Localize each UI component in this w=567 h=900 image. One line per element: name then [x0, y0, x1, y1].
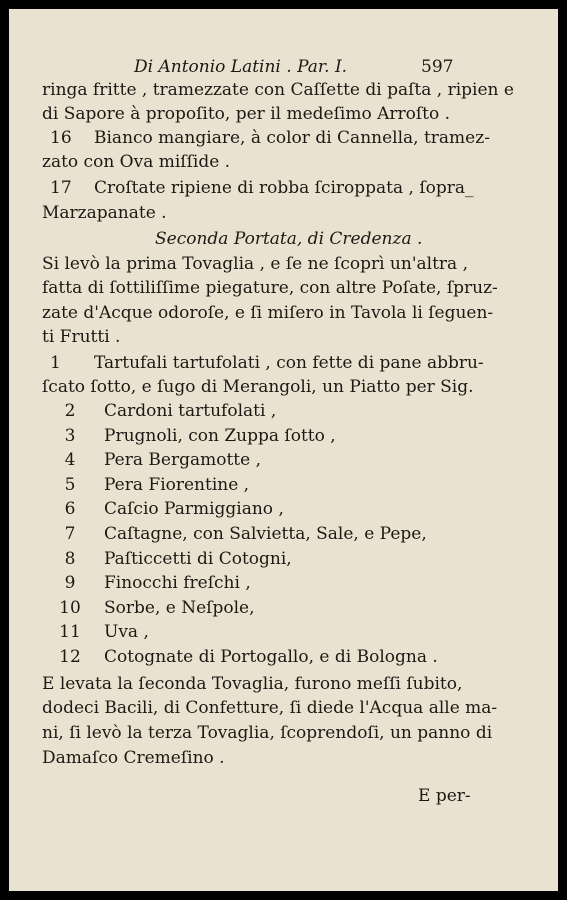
text-line: Damaſco Cremeſino . [42, 748, 225, 768]
item-number: 12 [59, 646, 81, 667]
item-number: 2 [64, 401, 76, 421]
text-line: zate d'Acque odoroſe, e ſi miſero in Tavola li ſeguen- [42, 303, 494, 323]
item-number: 1 [50, 353, 61, 373]
text-line: fatta di ſottiliſſime piegature, con altre Poſate, ſpruz- [42, 278, 498, 298]
item-text: Bianco mangiare, à color di Cannella, tramez- [94, 128, 490, 148]
text-line: ni, ſi levò la terza Tovaglia, ſcoprendoſi, un panno di [42, 723, 493, 743]
text-line: dodeci Bacili, di Confetture, ſi diede l'Acqua alle ma- [42, 698, 498, 718]
item-text: Sorbe, e Neſpole, [104, 597, 255, 618]
item-number: 7 [64, 523, 76, 544]
item-text: Prugnoli, con Zuppa ſotto , [104, 425, 336, 446]
text-line: E levata la ſeconda Tovaglia, furono meſſi ſubito, [42, 674, 463, 694]
item-17 [42, 176, 474, 200]
item-text: Finocchi freſchi , [104, 573, 251, 594]
item-text: Pera Bergamotte , [104, 450, 261, 471]
running-header [134, 55, 454, 79]
book-page [9, 9, 558, 891]
item-number: 5 [64, 474, 76, 495]
item-text: Cardoni tartufolati , [104, 401, 277, 421]
page-number: 597 [421, 57, 454, 77]
text-line: Si levò la prima Tovaglia , e ſe ne ſcoprì un'altra , [42, 254, 468, 274]
item-number: 4 [64, 450, 76, 471]
item-number: 8 [64, 548, 76, 569]
item-text: Caſcio Parmiggiano , [104, 499, 284, 520]
text-line: ſcato ſotto, e ſugo di Merangoli, un Piatto per Sig. [42, 377, 474, 397]
item-text: Croſtate ripiene di robba ſciroppata , ſopra_ [94, 178, 474, 198]
item-text: Uva , [104, 622, 149, 643]
item-number: 6 [64, 499, 76, 520]
item-number: 11 [59, 622, 81, 643]
item-16 [42, 126, 490, 150]
catchword: E per- [418, 786, 471, 806]
item-number: 10 [59, 597, 81, 618]
header-title: Di Antonio Latini . Par. I. [134, 57, 348, 77]
text-line: ringa fritte , tramezzate con Caſſette di paſta , ripien e [42, 80, 514, 100]
item-number: 9 [64, 573, 76, 594]
text-line: zato con Ova miſſide . [42, 152, 231, 172]
section-heading: Seconda Portata, di Credenza . [155, 229, 423, 249]
item-text: Paſticcetti di Cotogni, [104, 548, 292, 569]
item-number: 16 [50, 128, 72, 148]
item-number: 17 [50, 178, 72, 198]
text-line: Marzapanate . [42, 203, 167, 223]
item-1 [42, 351, 484, 375]
item-number: 3 [64, 425, 76, 446]
text-line: di Sapore à propoſito, per il medeſimo Arroſto . [42, 104, 451, 124]
item-text: Cotognate di Portogallo, e di Bologna . [104, 646, 438, 667]
item-text: Pera Fiorentine , [104, 474, 250, 495]
item-text: Caſtagne, con Salvietta, Sale, e Pepe, [104, 523, 427, 544]
item-text: Tartufali tartufolati , con fette di pane abbru- [94, 353, 484, 373]
text-line: ti Frutti . [42, 327, 121, 347]
